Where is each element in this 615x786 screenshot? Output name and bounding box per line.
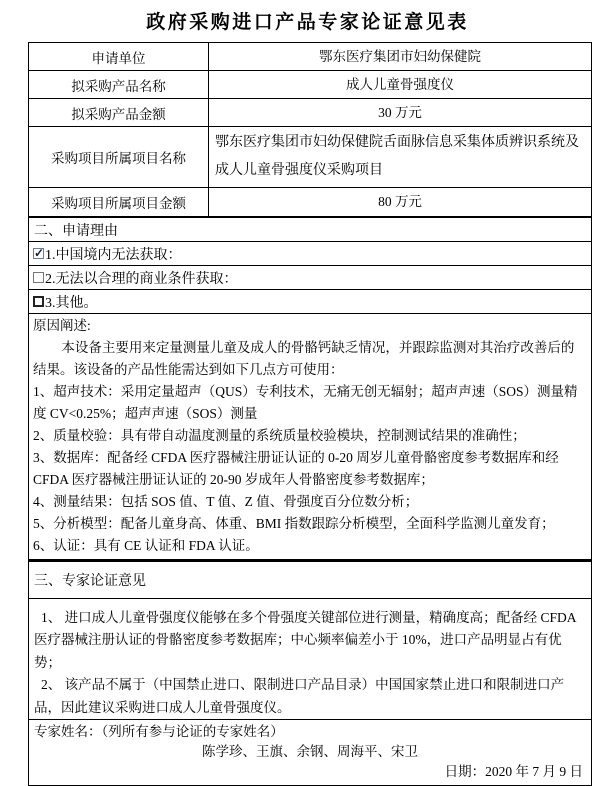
row-value-product-amount: 30 万元 [378,104,422,120]
experts-label: 专家姓名：（列所有参与论证的专家姓名） [34,724,284,740]
reason-paragraph: 2、质量校验：具有带自动温度测量的系统质量校验模块，控制测试结果的准确性； [33,428,526,443]
expert-opinion-section [29,559,591,785]
checkbox-1-icon[interactable] [33,248,44,259]
table-row [29,43,591,71]
row-value-product-name: 成人儿童骨强度仪 [346,76,454,92]
row-value-project-amount: 80 万元 [378,194,422,209]
row-label-project-name: 采购项目所属项目名称 [29,127,209,187]
table-row [29,71,591,99]
reason-elaboration [29,313,591,559]
row-label-applicant: 申请单位 [29,43,209,70]
page-title: 政府采购进口产品专家论证意见表 [146,12,469,33]
row-value-applicant: 鄂东医疗集团市妇幼保健院 [319,48,481,64]
reason-option-1-label: 1.中国境内无法获取： [45,247,182,263]
experts-names: 陈学珍、王旗、余钢、周海平、宋卫 [202,744,418,760]
section2-heading: 二、申请理由 [34,223,118,239]
table-row [29,99,591,127]
reason-option-1 [29,241,591,265]
row-label-product-name: 拟采购产品名称 [29,71,209,98]
application-reason-section [29,216,591,559]
expert-opinion-text [29,598,591,719]
reason-paragraph: 本设备主要用来定量测量儿童及成人的骨骼钙缺乏情况，并跟踪监测对其治疗改善后的结果。该设备的产品性能需达到如下几点方可使用： [33,340,575,377]
reason-paragraph: 6、认证：具有 CE 认证和 FDA 认证。 [33,538,259,553]
row-value-project-name: 鄂东医疗集团市妇幼保健院舌面脉信息采集体质辨识系统及成人儿童骨强度仪采购项目 [215,135,579,178]
info-section [29,43,591,216]
checkbox-3-icon[interactable] [33,296,44,307]
experts-signature-block [29,719,591,785]
form-table [28,42,592,786]
reason-paragraph: 4、测量结果：包括 SOS 值、T 值、Z 值、骨强度百分位数分析； [33,494,419,509]
reason-option-3 [29,289,591,313]
reason-option-2-label: 2.无法以合理的商业条件获取： [45,271,238,287]
reason-paragraph: 3、数据库：配备经 CFDA 医疗器械注册证认证的 0-20 周岁儿童骨骼密度参考数据库和经 CFDA 医疗器械注册证认证的 20-90 岁成年人骨骼密度参考数据库； [33,450,559,487]
row-label-product-amount: 拟采购产品金额 [29,99,209,126]
row-label-project-amount: 采购项目所属项目金额 [29,188,209,216]
opinion-paragraph: 2、 该产品不属于（中国禁止进口、限制进口产品目录）中国国家禁止进口和限制进口产品，因此建议采购进口成人儿童骨强度仪。 [34,677,565,715]
table-row [29,127,591,188]
reason-paragraph: 5、分析模型：配备儿童身高、体重、BMI 指数跟踪分析模型，全面科学监测儿童发育； [33,516,555,531]
opinion-paragraph: 1、 进口成人儿童骨强度仪能够在多个骨强度关键部位进行测量，精确度高；配备经 CFDA 医疗器械注册认证的骨骼密度参考数据库；中心频率偏差小于 10%，进口产品明显占有优势； [34,610,576,670]
reason-paragraph: 1、超声技术：采用定量超声（QUS）专利技术，无痛无创无辐射；超声声速（SOS）测量精度 CV<0.25%；超声声速（SOS）测量 [33,384,578,421]
section3-heading: 三、专家论证意见 [34,574,146,589]
reason-elaboration-heading: 原因阐述: [33,318,91,333]
reason-option-3-label: 3.其他。 [45,295,98,311]
table-row [29,188,591,216]
reason-option-2 [29,265,591,289]
checkbox-2-icon[interactable] [33,272,44,283]
experts-date: 日期：2020 年 7 月 9 日 [444,764,583,780]
